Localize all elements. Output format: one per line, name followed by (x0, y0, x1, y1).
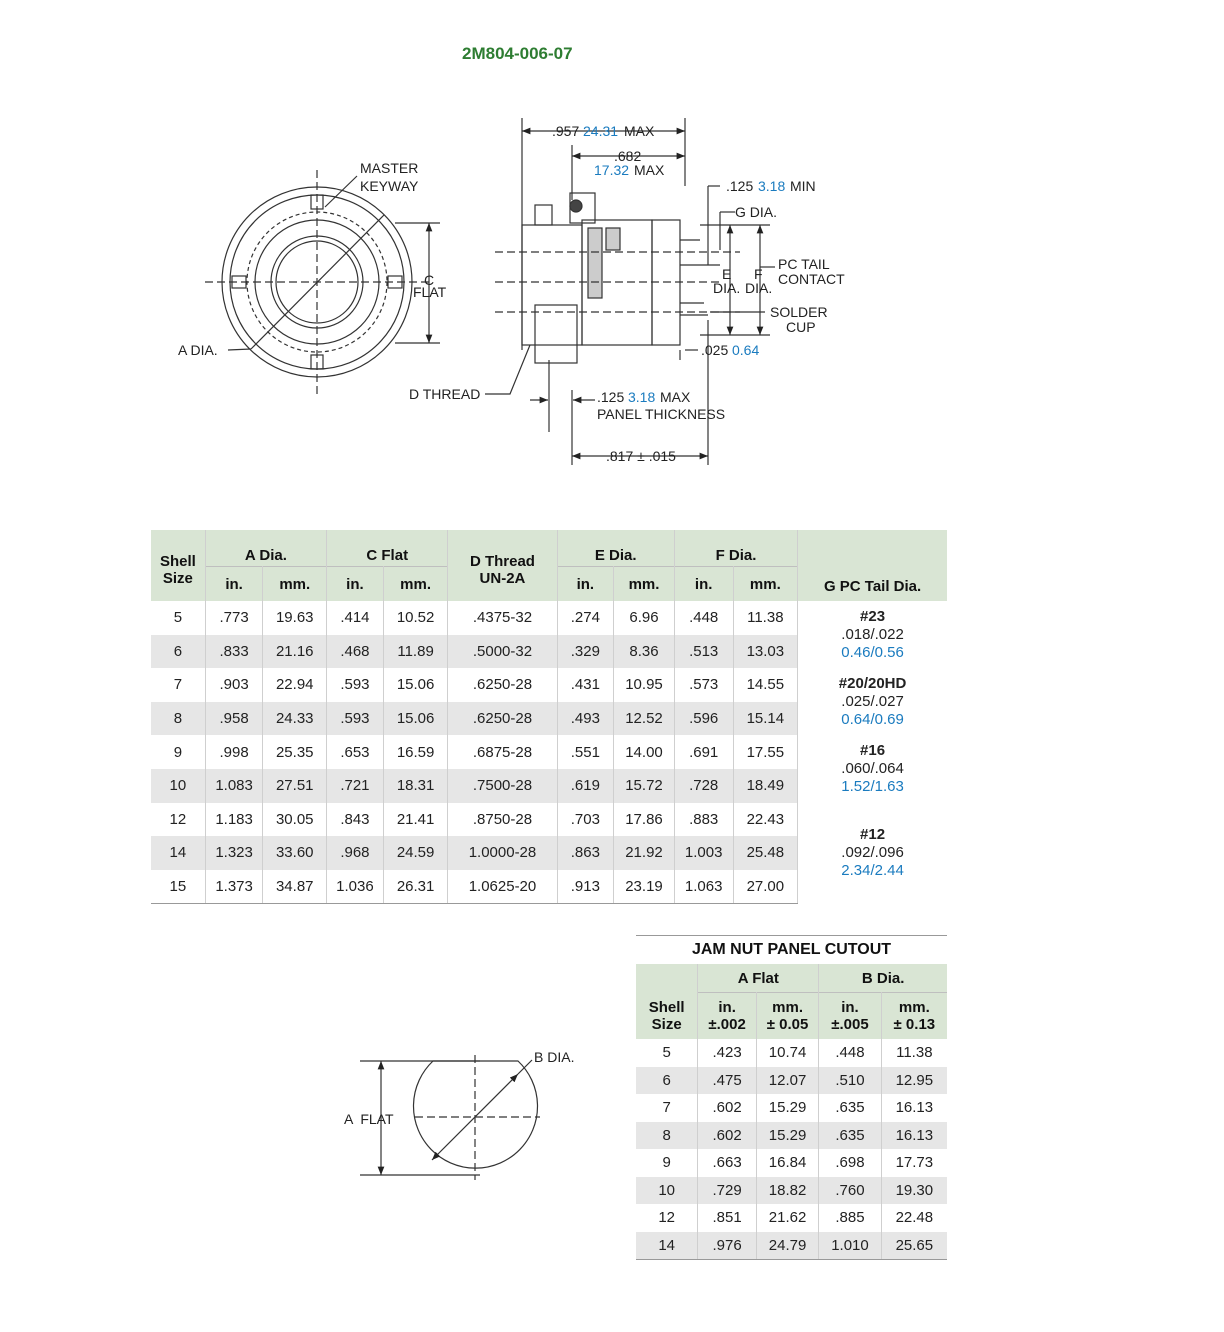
table-cell: .468 (327, 635, 384, 669)
master-keyway-label-1: MASTER (360, 160, 419, 176)
header-d-thread: D Thread UN-2A (448, 530, 557, 601)
table-cell: 15.29 (756, 1122, 818, 1150)
table-cell: 10.95 (614, 668, 675, 702)
table-cell: .863 (557, 836, 614, 870)
table-cell: .698 (819, 1149, 881, 1177)
table-cell: 14.55 (733, 668, 798, 702)
table-cell: 16.13 (881, 1122, 947, 1150)
g-tail-size: #20/20HD (838, 675, 907, 693)
dim-min-in: .125 (726, 178, 754, 194)
header-a-dia: A Dia. (205, 530, 326, 567)
table-cell: .6875-28 (448, 735, 557, 769)
table-cell: 18.82 (756, 1177, 818, 1205)
table-cell: .8750-28 (448, 803, 557, 837)
table-cell: .6250-28 (448, 702, 557, 736)
header-f-mm: mm. (733, 567, 798, 602)
table-cell: .635 (819, 1094, 881, 1122)
table-cell: 12.52 (614, 702, 675, 736)
g-tail-group (798, 669, 947, 736)
table-cell: .5000-32 (448, 635, 557, 669)
g-tail-group (798, 602, 947, 669)
table-row (636, 1122, 947, 1150)
table-cell: .703 (557, 803, 614, 837)
table-cell: 11.38 (733, 601, 798, 635)
table-cell: 25.65 (881, 1232, 947, 1260)
table-cell: 25.48 (733, 836, 798, 870)
table-cell: .760 (819, 1177, 881, 1205)
table-cell: 1.010 (819, 1232, 881, 1260)
table-cell: 18.49 (733, 769, 798, 803)
table-cell: 5 (636, 1039, 698, 1067)
jam-nut-cutout-table (636, 935, 947, 1260)
table-cell: .4375-32 (448, 601, 557, 635)
table-cell: 7 (636, 1094, 698, 1122)
table-cell: .602 (698, 1094, 757, 1122)
table-cell: .448 (674, 601, 733, 635)
pc-tail-label-2: CONTACT (778, 271, 845, 287)
table-cell: 14 (636, 1232, 698, 1260)
panel-thickness-label: PANEL THICKNESS (597, 406, 726, 422)
table-cell: .414 (327, 601, 384, 635)
table-cell: 14.00 (614, 735, 675, 769)
f-dia-label-1: F (754, 266, 763, 282)
e-dia-label-1: E (722, 266, 732, 282)
table-cell: 1.063 (674, 870, 733, 904)
header-a-in: in. (205, 567, 263, 602)
table-cell: 14 (151, 836, 205, 870)
table-cell: 24.33 (263, 702, 327, 736)
table-cell: 15.06 (383, 702, 448, 736)
jam-header-a-in: in. ±.002 (698, 993, 757, 1040)
table-cell: 9 (636, 1149, 698, 1177)
header-e-dia: E Dia. (557, 530, 674, 567)
table-cell: .833 (205, 635, 263, 669)
g-dia-label: G DIA. (735, 204, 778, 220)
table-row (636, 1094, 947, 1122)
table-cell: 10.74 (756, 1039, 818, 1067)
dim-tail-in: .025 (701, 342, 729, 358)
table-cell: 1.036 (327, 870, 384, 904)
table-cell: .596 (674, 702, 733, 736)
c-flat-label-2: FLAT (413, 284, 447, 300)
table-cell: 8 (636, 1122, 698, 1150)
table-row (636, 1149, 947, 1177)
header-e-mm: mm. (614, 567, 675, 602)
table-cell: 30.05 (263, 803, 327, 837)
table-cell: 12.95 (881, 1067, 947, 1095)
table-cell: 15.72 (614, 769, 675, 803)
table-cell: 10 (151, 769, 205, 803)
jam-header-b-in: in. ±.005 (819, 993, 881, 1040)
g-tail-mm: 0.46/0.56 (841, 644, 904, 662)
table-cell: 1.183 (205, 803, 263, 837)
g-tail-in: .060/.064 (841, 760, 904, 778)
dim-body-in: .682 (614, 148, 642, 164)
table-cell: 1.0000-28 (448, 836, 557, 870)
table-cell: .513 (674, 635, 733, 669)
table-row (636, 1204, 947, 1232)
table-cell: .573 (674, 668, 733, 702)
header-c-flat: C Flat (327, 530, 448, 567)
table-cell: .329 (557, 635, 614, 669)
table-cell: 10.52 (383, 601, 448, 635)
table-cell: 1.083 (205, 769, 263, 803)
table-cell: 6 (151, 635, 205, 669)
table-cell: 10 (636, 1177, 698, 1205)
a-dia-label: A DIA. (178, 342, 218, 358)
header-shell-size: Shell Size (151, 530, 205, 601)
table-cell: .903 (205, 668, 263, 702)
table-cell: 16.13 (895, 1099, 934, 1117)
table-cell: 26.31 (383, 870, 448, 904)
e-dia-label-2: DIA. (713, 280, 741, 296)
g-tail-in: .018/.022 (841, 626, 904, 644)
g-pc-tail-cell (798, 601, 947, 904)
table-cell: 12.07 (756, 1067, 818, 1095)
table-cell: 1.0625-20 (448, 870, 557, 904)
table-cell: .510 (819, 1067, 881, 1095)
g-tail-in: .025/.027 (841, 693, 904, 711)
table-cell: 8.36 (614, 635, 675, 669)
table-cell: 15 (151, 870, 205, 904)
table-cell: 1.003 (674, 836, 733, 870)
table-cell: .475 (698, 1067, 757, 1095)
table-cell: .635 (819, 1122, 881, 1150)
b-dia-label: B DIA. (534, 1049, 575, 1065)
table-cell: 21.16 (263, 635, 327, 669)
dim-min-suffix: MIN (790, 178, 816, 194)
header-c-mm: mm. (383, 567, 448, 602)
connector-drawing (0, 0, 1224, 520)
master-keyway-label-2: KEYWAY (360, 178, 419, 194)
table-cell: .885 (819, 1204, 881, 1232)
dim-body-mm: 17.32 (594, 162, 630, 178)
d-thread-label: D THREAD (409, 386, 481, 402)
header-c-in: in. (327, 567, 384, 602)
header-g-pc-tail: G PC Tail Dia. (798, 530, 947, 601)
dim-panel-mm: 3.18 (628, 389, 656, 405)
dim-max-in: .957 (552, 123, 580, 139)
g-tail-mm: 2.34/2.44 (841, 861, 904, 879)
table-cell: .968 (327, 836, 384, 870)
dim-min-mm: 3.18 (758, 178, 786, 194)
g-tail-in: .092/.096 (841, 843, 904, 861)
table-cell: .851 (698, 1204, 757, 1232)
table-row (636, 1232, 947, 1260)
header-e-in: in. (557, 567, 614, 602)
solder-cup-label-1: SOLDER (770, 304, 828, 320)
table-cell: 6 (636, 1067, 698, 1095)
dim-overall: .817 ± .015 (606, 448, 676, 464)
dim-panel-in: .125 (597, 389, 625, 405)
table-row (636, 1177, 947, 1205)
a-flat-label: A FLAT (344, 1111, 394, 1127)
table-cell: .913 (557, 870, 614, 904)
table-cell: .423 (698, 1039, 757, 1067)
table-cell: .773 (205, 601, 263, 635)
table-cell: .274 (557, 601, 614, 635)
table-cell: 16.84 (756, 1149, 818, 1177)
table-cell: .593 (327, 668, 384, 702)
table-cell: 1.373 (205, 870, 263, 904)
table-cell: .619 (557, 769, 614, 803)
jam-header-a-mm: mm. ± 0.05 (756, 993, 818, 1040)
part-number-title: 2M804-006-07 (462, 44, 573, 63)
table-cell: .843 (327, 803, 384, 837)
dim-max-suffix: MAX (624, 123, 655, 139)
f-dia-label-2: DIA. (745, 280, 773, 296)
g-tail-group (798, 736, 947, 803)
front-view (205, 170, 440, 395)
table-cell: .431 (557, 668, 614, 702)
table-cell: 7 (151, 668, 205, 702)
table-cell: .691 (674, 735, 733, 769)
table-cell: 19.30 (881, 1177, 947, 1205)
g-tail-mm: 0.64/0.69 (841, 711, 904, 729)
table-cell: .728 (674, 769, 733, 803)
table-cell: 24.59 (383, 836, 448, 870)
jam-header-shell-size: Shell Size (636, 964, 698, 1039)
table-cell: .7500-28 (448, 769, 557, 803)
table-cell: .448 (819, 1039, 881, 1067)
table-cell: 33.60 (263, 836, 327, 870)
table-cell: 22.43 (733, 803, 798, 837)
g-tail-size: #23 (860, 608, 886, 626)
c-flat-label-1: C (424, 272, 435, 288)
table-cell: 8 (151, 702, 205, 736)
table-cell: 9 (151, 735, 205, 769)
table-row (636, 1039, 947, 1067)
table-cell: 15.29 (756, 1094, 818, 1122)
table-cell: 34.87 (263, 870, 327, 904)
table-cell: 11.38 (896, 1044, 933, 1062)
g-tail-size: #12 (860, 825, 886, 843)
dim-body-suffix: MAX (634, 162, 665, 178)
table-cell: 22.94 (263, 668, 327, 702)
table-cell: .998 (205, 735, 263, 769)
table-cell: .6250-28 (448, 668, 557, 702)
table-cell: .663 (698, 1149, 757, 1177)
panel-cutout-drawing (330, 1040, 600, 1190)
table-cell: 12 (151, 803, 205, 837)
table-cell: 16.59 (383, 735, 448, 769)
table-cell: .593 (327, 702, 384, 736)
table-cell: 5 (151, 601, 205, 635)
header-a-mm: mm. (263, 567, 327, 602)
pc-tail-label-1: PC TAIL (778, 256, 830, 272)
table-cell: .551 (557, 735, 614, 769)
dim-max-mm: 24.31 (583, 123, 619, 139)
table-cell: 19.63 (263, 601, 327, 635)
table-cell: 18.31 (383, 769, 448, 803)
table-cell: 25.35 (263, 735, 327, 769)
table-cell: 22.48 (895, 1209, 934, 1227)
table-cell: .602 (698, 1122, 757, 1150)
table-row (151, 601, 947, 635)
table-cell: 17.73 (895, 1154, 934, 1172)
table-cell: 1.323 (205, 836, 263, 870)
dim-tail-mm: 0.64 (732, 342, 760, 358)
table-cell: .958 (205, 702, 263, 736)
table-cell: .729 (698, 1177, 757, 1205)
g-tail-size: #16 (860, 742, 886, 760)
g-tail-group (798, 803, 947, 903)
table-cell: 15.06 (383, 668, 448, 702)
shell-dimension-table (151, 530, 947, 904)
solder-cup-label-2: CUP (786, 319, 816, 335)
jam-header-b-dia: B Dia. (819, 964, 947, 993)
table-cell: 11.89 (383, 635, 448, 669)
table-cell: 17.55 (733, 735, 798, 769)
table-cell: 21.92 (614, 836, 675, 870)
table-cell: 6.96 (614, 601, 675, 635)
jam-header-b-mm: mm. ± 0.13 (881, 993, 947, 1040)
table-cell: 23.19 (614, 870, 675, 904)
table-row (636, 1067, 947, 1095)
table-cell: .976 (698, 1232, 757, 1260)
table-cell: 17.86 (614, 803, 675, 837)
table-cell: 24.79 (756, 1232, 818, 1260)
table-cell: .493 (557, 702, 614, 736)
jam-nut-table-title: JAM NUT PANEL CUTOUT (636, 936, 947, 965)
table-cell: 15.14 (733, 702, 798, 736)
table-cell: .721 (327, 769, 384, 803)
table-cell: .653 (327, 735, 384, 769)
jam-header-a-flat: A Flat (698, 964, 819, 993)
table-cell: .883 (674, 803, 733, 837)
table-cell: 27.51 (263, 769, 327, 803)
header-f-dia: F Dia. (674, 530, 797, 567)
dim-panel-suffix: MAX (660, 389, 691, 405)
table-cell: 27.00 (733, 870, 798, 904)
table-cell: 21.41 (383, 803, 448, 837)
table-cell: 13.03 (733, 635, 798, 669)
g-tail-mm: 1.52/1.63 (841, 778, 904, 796)
table-cell: 12 (636, 1204, 698, 1232)
header-f-in: in. (674, 567, 733, 602)
table-cell: 21.62 (756, 1204, 818, 1232)
